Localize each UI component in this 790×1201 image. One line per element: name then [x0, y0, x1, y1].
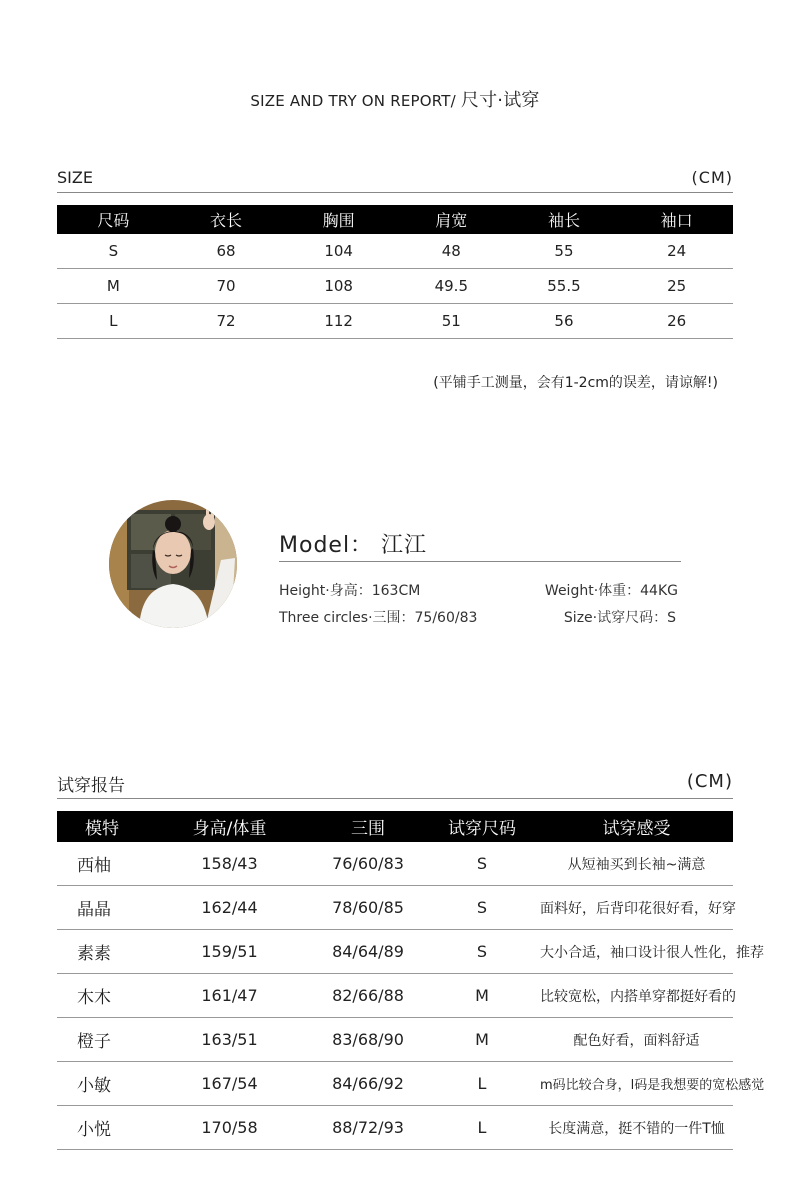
table-row [57, 1018, 733, 1062]
tryon-model-name: 橙子 [57, 1018, 147, 1062]
table-row [57, 269, 733, 304]
size-table [57, 205, 733, 339]
size-cell: 26 [620, 304, 733, 339]
size-cell: 48 [395, 234, 508, 269]
size-cell: 72 [170, 304, 283, 339]
tryon-size: S [424, 930, 540, 974]
tryon-size: L [424, 1062, 540, 1106]
model-weight: Weight·体重：44KG [544, 583, 678, 599]
table-row [57, 1106, 733, 1150]
page-title-cn: 尺寸·试穿 [460, 90, 540, 111]
size-section-heading [57, 168, 733, 193]
model-height: Height·身高：163CM [279, 583, 421, 599]
size-cell: S [57, 234, 170, 269]
tryon-size: M [424, 1018, 540, 1062]
tryon-section-heading [57, 771, 733, 799]
size-cell: 49.5 [395, 269, 508, 304]
tryon-height-weight: 158/43 [147, 842, 312, 886]
size-col-header: 肩宽 [395, 205, 508, 234]
tryon-model-name: 晶晶 [57, 886, 147, 930]
table-row [57, 842, 733, 886]
size-cell: 51 [395, 304, 508, 339]
size-cell: L [57, 304, 170, 339]
size-cell: 104 [282, 234, 395, 269]
model-title: Model： 江江 [279, 533, 428, 558]
tryon-height-weight: 170/58 [147, 1106, 312, 1150]
tryon-feedback: m码比较合身，l码是我想要的宽松感觉 [540, 1062, 733, 1106]
size-cell: 112 [282, 304, 395, 339]
size-cell: 108 [282, 269, 395, 304]
size-col-header: 胸围 [282, 205, 395, 234]
model-size: Size·试穿尺码：S [563, 610, 676, 626]
tryon-measurements: 84/66/92 [312, 1062, 424, 1106]
tryon-measurements: 88/72/93 [312, 1106, 424, 1150]
size-label: SIZE [57, 168, 93, 187]
tryon-feedback: 长度满意，挺不错的一件T恤 [540, 1106, 733, 1150]
tryon-col-header: 三围 [312, 811, 424, 842]
tryon-feedback: 从短袖买到长袖~满意 [540, 842, 733, 886]
size-cell: 24 [620, 234, 733, 269]
page-title-en: SIZE AND TRY ON REPORT/ [250, 92, 456, 110]
tryon-feedback: 配色好看，面料舒适 [540, 1018, 733, 1062]
tryon-table-header [57, 811, 733, 842]
tryon-measurements: 78/60/85 [312, 886, 424, 930]
size-cell: 55 [508, 234, 621, 269]
tryon-model-name: 小悦 [57, 1106, 147, 1150]
tryon-label: 试穿报告 [57, 776, 125, 796]
table-row [57, 930, 733, 974]
tryon-size: L [424, 1106, 540, 1150]
tryon-height-weight: 162/44 [147, 886, 312, 930]
model-three-circles: Three circles·三围：75/60/83 [279, 610, 478, 626]
tryon-feedback: 面料好，后背印花很好看，好穿 [540, 886, 733, 930]
tryon-height-weight: 161/47 [147, 974, 312, 1018]
tryon-size: S [424, 886, 540, 930]
tryon-col-header: 试穿尺码 [424, 811, 540, 842]
table-row [57, 974, 733, 1018]
tryon-col-header: 身高/体重 [147, 811, 312, 842]
size-cell: 25 [620, 269, 733, 304]
tryon-measurements: 76/60/83 [312, 842, 424, 886]
table-row [57, 886, 733, 930]
size-col-header: 袖口 [620, 205, 733, 234]
model-avatar [109, 500, 237, 628]
table-row [57, 234, 733, 269]
size-col-header: 袖长 [508, 205, 621, 234]
tryon-model-name: 小敏 [57, 1062, 147, 1106]
tryon-height-weight: 167/54 [147, 1062, 312, 1106]
size-cell: 56 [508, 304, 621, 339]
tryon-measurements: 84/64/89 [312, 930, 424, 974]
tryon-model-name: 素素 [57, 930, 147, 974]
tryon-size: S [424, 842, 540, 886]
tryon-height-weight: 159/51 [147, 930, 312, 974]
size-col-header: 尺码 [57, 205, 170, 234]
size-unit: (CM) [691, 168, 733, 187]
size-table-header [57, 205, 733, 234]
tryon-measurements: 82/66/88 [312, 974, 424, 1018]
tryon-feedback: 大小合适，袖口设计很人性化，推荐 [540, 930, 733, 974]
measurement-note: (平铺手工测量，会有1-2cm的误差，请谅解!) [433, 375, 718, 391]
size-col-header: 衣长 [170, 205, 283, 234]
divider [279, 561, 681, 562]
size-cell: 55.5 [508, 269, 621, 304]
table-row [57, 1062, 733, 1106]
tryon-col-header: 模特 [57, 811, 147, 842]
tryon-table [57, 811, 765, 1150]
table-row [57, 304, 733, 339]
tryon-model-name: 西柚 [57, 842, 147, 886]
size-cell: 70 [170, 269, 283, 304]
tryon-size: M [424, 974, 540, 1018]
tryon-measurements: 83/68/90 [312, 1018, 424, 1062]
model-photo [109, 500, 237, 628]
size-cell: 68 [170, 234, 283, 269]
tryon-height-weight: 163/51 [147, 1018, 312, 1062]
page-title [0, 86, 790, 112]
tryon-model-name: 木木 [57, 974, 147, 1018]
tryon-col-header: 试穿感受 [540, 811, 733, 842]
tryon-feedback: 比较宽松，内搭单穿都挺好看的 [540, 974, 733, 1018]
tryon-unit: (CM) [686, 771, 733, 792]
size-cell: M [57, 269, 170, 304]
